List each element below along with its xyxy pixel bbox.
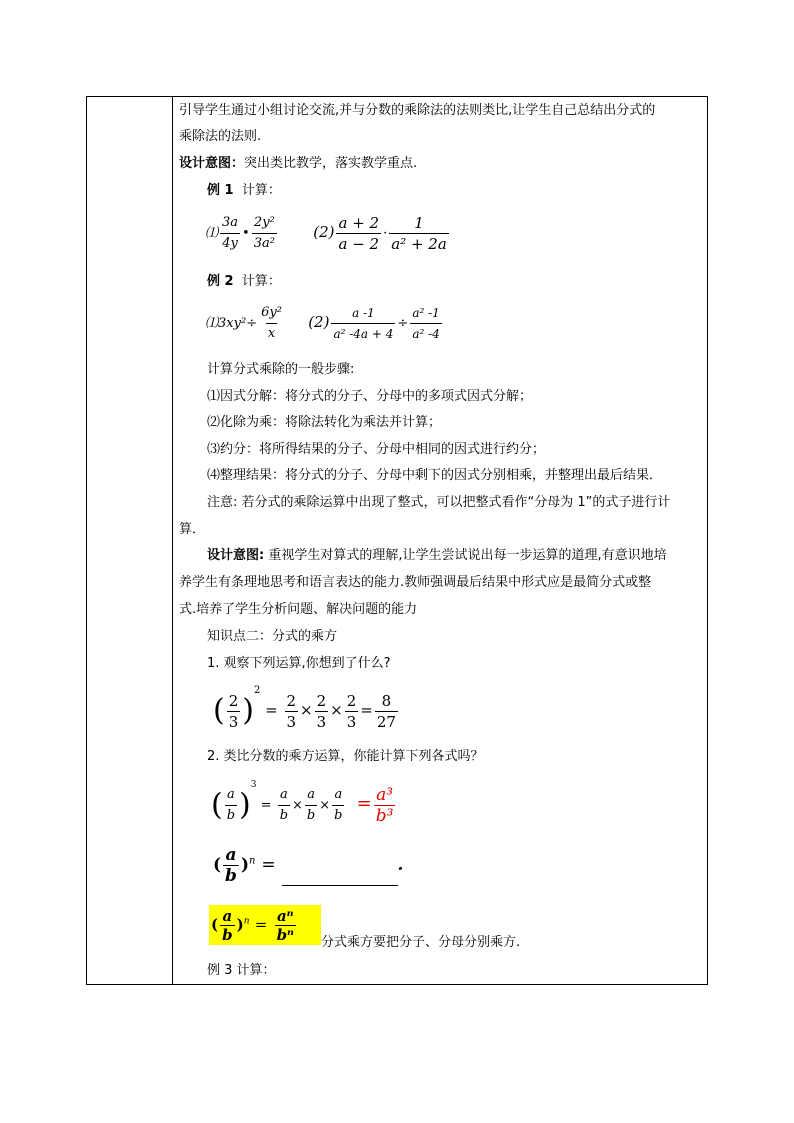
rule-fraction: $\frac{a}{b}$ — [222, 907, 233, 944]
ex2-part1-mark: ⑴ — [205, 316, 219, 331]
note-line-1: 注意: 若分式的乘除运算中出现了整式，可以把整式看作“分母为 1”的式子进行计 — [207, 495, 671, 510]
pe-result: $\frac{8}{27}$ — [376, 691, 396, 731]
ex2-lhs: 3xy² — [218, 316, 247, 331]
example-1-formulas — [205, 213, 451, 254]
design-intent-2-line-3: 式.培养了学生分析问题、解决问题的能力 — [179, 602, 418, 617]
design-intent-2 — [207, 548, 667, 564]
example-1-heading — [207, 183, 281, 199]
power-rule-formula: ( $\frac{a}{b}$ )$^n$ = $\frac{\text{aⁿ}}{\text{bⁿ}}$ — [211, 907, 294, 944]
ex1-dot-operator: • — [242, 226, 250, 241]
example-1-label: 例 1 — [207, 183, 234, 198]
example-2-formulas — [205, 303, 444, 344]
left-column-cell — [87, 97, 173, 984]
power-example-formula: ( $\frac{2}{3}$ )$^2$ = $\frac{2}{3}$ × $\frac{2}{3}$ × $\frac{2}{3}$ = $\frac{8}{27}$ — [213, 685, 396, 731]
example-2-text: 计算： — [241, 274, 281, 289]
question-2: 2. 类比分数的乘方运算，你能计算下列各式吗？ — [207, 749, 484, 764]
rule-text: 分式乘方要把分子、分母分别乘方. — [321, 935, 521, 950]
pe-base-fraction: $\frac{2}{3}$ — [228, 691, 239, 731]
ex1-dot-operator-2: · — [383, 226, 388, 241]
step-3: ⑶约分：将所得结果的分子、分母中相同的因式进行约分； — [207, 442, 546, 457]
ex2-fraction-2: $\frac{a -1}{\text{a² -4a + 4}}$ — [331, 303, 395, 344]
ex1-fraction-1: $\frac{3a}{4y}$ — [220, 213, 240, 254]
pe-times-1: × — [300, 701, 313, 719]
ex2-divide-2: ÷ — [397, 316, 409, 331]
pa-result-red: $\frac{\text{a³}}{\text{b³}}$ — [375, 785, 394, 826]
ex1-part2-mark: (2) — [313, 223, 335, 241]
example-2-heading — [207, 274, 281, 290]
design-intent-2-label: 设计意图: — [207, 548, 265, 563]
ex2-fraction-3: $\frac{\text{a² -1}}{\text{a² -4}}$ — [410, 303, 441, 344]
pe-factor-3: $\frac{2}{3}$ — [346, 691, 357, 731]
example-3-heading: 例 3 计算： — [207, 963, 276, 978]
step-2: ⑵化除为乘：将除法转化为乘法并计算； — [207, 415, 442, 430]
intro-line-2: 乘除法的法则. — [179, 129, 262, 144]
pe-times-2: × — [330, 701, 343, 719]
pe-exponent: 2 — [253, 685, 261, 696]
ex1-part1-mark: ⑴ — [205, 226, 219, 241]
design-intent-1 — [179, 156, 417, 172]
power-analogy-formula: ( $\frac{a}{b}$ )$^3$ = $\frac{a}{b}$ × $\frac{a}{b}$ × $\frac{a}{b}$ = $\frac{\text{a³}}{\text{b³}}$ — [211, 780, 394, 826]
design-intent-2-text: 重视学生对算式的理解,让学生尝试说出每一步运算的道理,有意识地培 — [268, 548, 667, 563]
note-line-2: 算． — [179, 522, 206, 537]
pa-exponent: 3 — [250, 780, 257, 790]
ex1-fraction-3: $\frac{a + 2}{a - 2}$ — [338, 214, 380, 253]
lesson-table — [86, 96, 708, 985]
example-1-text: 计算： — [241, 183, 281, 198]
pa-base-fraction: $\frac{a}{b}$ — [225, 785, 237, 826]
rule-result: $\frac{\text{aⁿ}}{\text{bⁿ}}$ — [276, 907, 294, 944]
question-1: 1. 观察下列运算,你想到了什么? — [207, 656, 391, 671]
steps-title: 计算分式乘除的一般步骤: — [207, 362, 355, 377]
intro-line-1: 引导学生通过小组讨论交流,并与分数的乘除法的法则类比,让学生自己总结出分式的 — [179, 103, 656, 118]
pa-factor-2: $\frac{a}{b}$ — [305, 785, 317, 826]
ex2-divide-1: ÷ — [246, 316, 258, 331]
example-2-label: 例 2 — [207, 274, 234, 289]
pa-factor-3: $\frac{a}{b}$ — [332, 785, 344, 826]
pe-factor-1: $\frac{2}{3}$ — [286, 691, 297, 731]
step-1: ⑴因式分解：将分式的分子、分母中的多项式因式分解； — [207, 389, 533, 404]
knowledge-point-2-title: 知识点二：分式的乘方 — [207, 629, 338, 644]
design-intent-label: 设计意图： — [179, 156, 245, 171]
ex1-fraction-4: $\frac{1}{\text{a² + 2a}}$ — [391, 214, 447, 253]
design-intent-2-line-2: 养学生有条理地思考和语言表达的能力.教师强调最后结果中形式应是最简分式或整 — [179, 575, 652, 590]
design-intent-text: 突出类比教学，落实教学重点. — [244, 156, 418, 171]
pn-period: . — [397, 855, 404, 875]
ex2-fraction-1: $\frac{\text{6y²}}{x}$ — [259, 303, 284, 344]
step-4: ⑷整理结果：将分式的分子、分母中剩下的因式分别相乘，并整理出最后结果． — [207, 468, 663, 483]
pa-factor-1: $\frac{a}{b}$ — [278, 785, 290, 826]
ex1-fraction-2: $\frac{\text{2y²}}{\text{3a²}}$ — [252, 213, 277, 254]
power-n-blank-formula: ( $\frac{a}{b}$ )$^n$ = . — [213, 845, 404, 886]
pn-fraction: $\frac{a}{b}$ — [225, 845, 237, 886]
ex2-part2-mark: (2) — [308, 313, 330, 331]
rule-exponent: n — [243, 916, 250, 927]
pn-exponent: n — [248, 855, 256, 867]
pe-equals-1: = — [265, 701, 278, 719]
answer-blank[interactable] — [282, 865, 398, 886]
pe-equals-2: = — [360, 701, 373, 719]
pe-factor-2: $\frac{2}{3}$ — [316, 691, 327, 731]
